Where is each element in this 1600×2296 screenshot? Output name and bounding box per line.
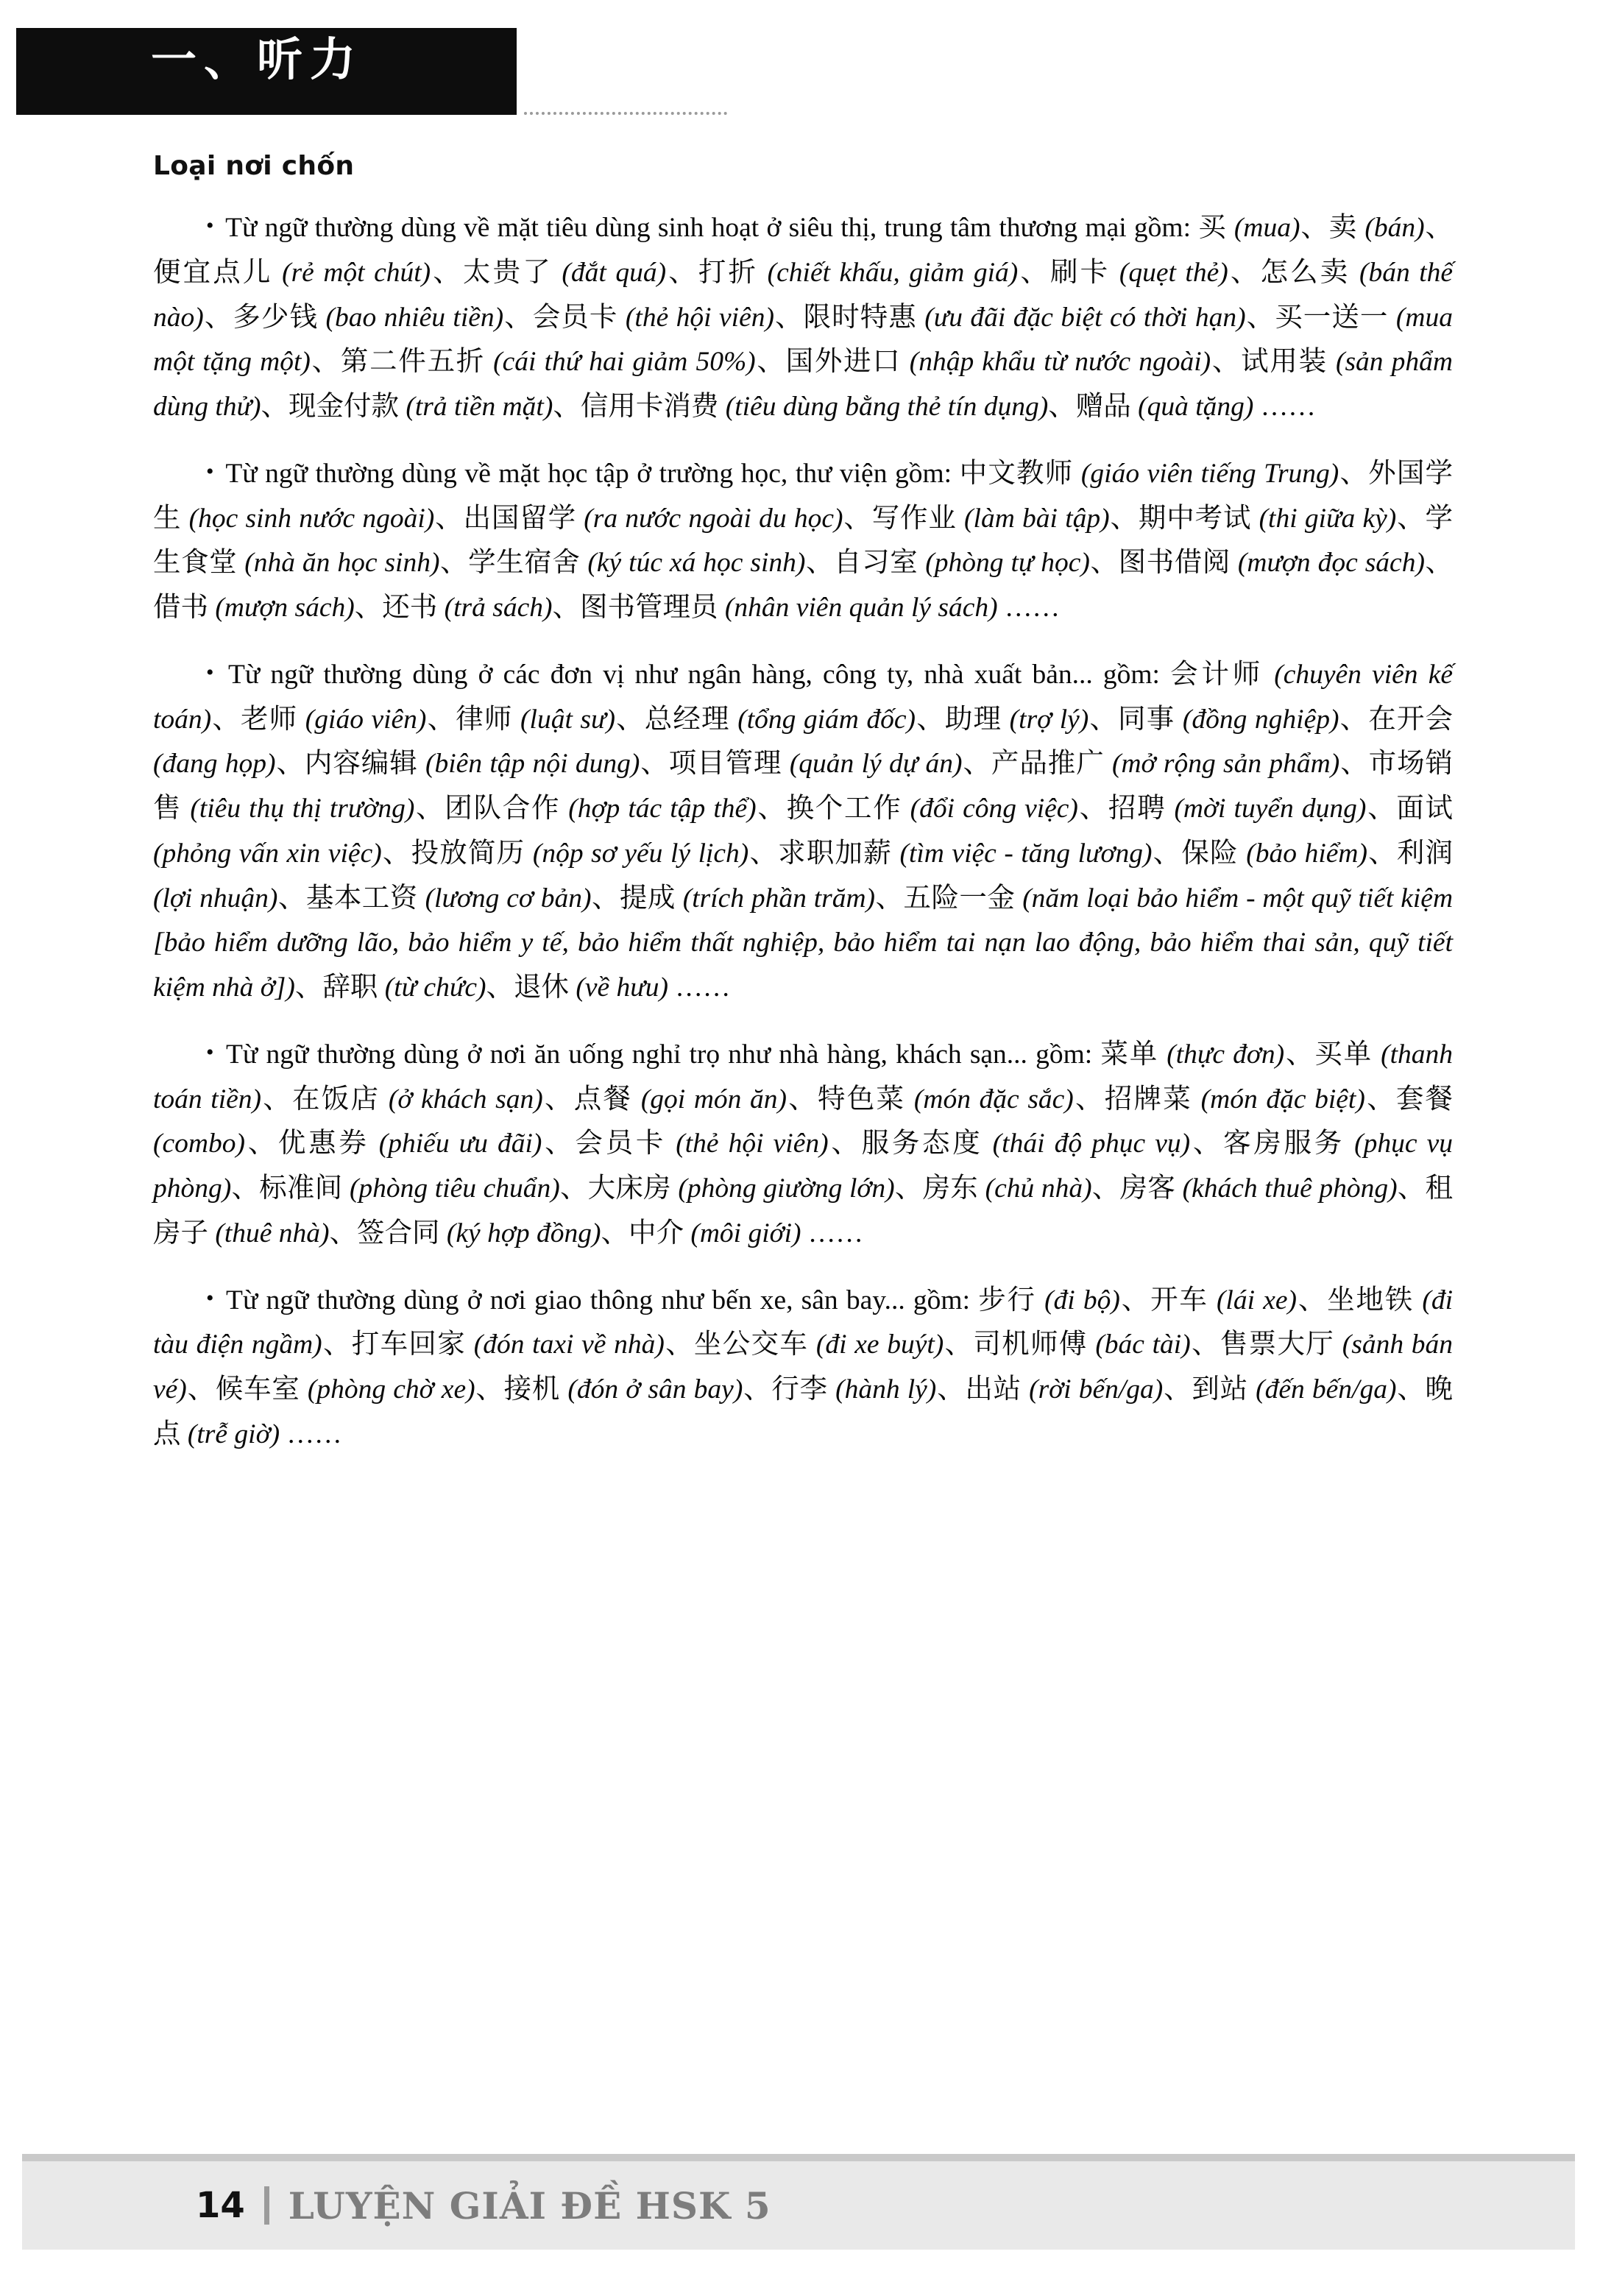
page-content xyxy=(153,151,1453,1458)
body-paragraph xyxy=(153,206,1453,430)
footer-divider xyxy=(22,2154,1575,2161)
book-title: LUYỆN GIẢI ĐỀ HSK 5 xyxy=(288,2183,771,2228)
paragraph-text: Từ ngữ thường dùng về mặt học tập ở trường học, thư viện gồm: 中文教师 (giáo viên tiếng Trung)、外国学生 (học sinh nước ngoài)、出国留学 (ra nước ngoài du học)、写作业 (làm bài tập)、期中考试 (thi giữa kỳ)、学生食堂 (nhà ăn học sinh)、学生宿舍 (ký túc xá học sinh)、自习室 (phòng tự học)、图书借阅 (mượn đọc sách)、借书 (mượn sách)、还书 (trả sách)、图书管理员 (nhân viên quản lý sách) …… xyxy=(153,458,1454,623)
paragraph-text: Từ ngữ thường dùng ở nơi giao thông như bến xe, sân bay... gồm: 步行 (đi bộ)、开车 (lái xe)、坐地铁 (đi tàu điện ngầm)、打车回家 (đón taxi về nhà)、坐公交车 (đi xe buýt)、司机师傅 (bác tài)、售票大厅 (sảnh bán vé)、候车室 (phòng chờ xe)、接机 (đón ở sân bay)、行李 (hành lý)、出站 (rời bến/ga)、到站 (đến bến/ga)、晚点 (trễ giờ) …… xyxy=(153,1285,1454,1449)
bullet-icon: • xyxy=(206,1285,214,1310)
header-dotted-rule xyxy=(524,107,727,115)
page-footer xyxy=(22,2161,1575,2250)
body-paragraph xyxy=(153,1279,1453,1458)
footer-separator xyxy=(264,2186,269,2225)
bullet-icon: • xyxy=(206,660,214,685)
body-paragraph xyxy=(153,452,1453,631)
paragraph-text: Từ ngữ thường dùng ở nơi ăn uống nghỉ trọ như nhà hàng, khách sạn... gồm: 菜单 (thực đơn)、买单 (thanh toán tiền)、在饭店 (ở khách sạn)、点餐 (gọi món ăn)、特色菜 (món đặc sắc)、招牌菜 (món đặc biệt)、套餐 (combo)、优惠券 (phiếu ưu đãi)、会员卡 (thẻ hội viên)、服务态度 (thái độ phục vụ)、客房服务 (phục vụ phòng)、标准间 (phòng tiêu chuẩn)、大床房 (phòng giường lớn)、房东 (chủ nhà)、房客 (khách thuê phòng)、租房子 (thuê nhà)、签合同 (ký hợp đồng)、中介 (môi giới) …… xyxy=(153,1039,1454,1248)
paragraph-text: Từ ngữ thường dùng ở các đơn vị như ngân hàng, công ty, nhà xuất bản... gồm: 会计师 (chuyên viên kế toán)、老师 (giáo viên)、律师 (luật sư)、总经理 (tổng giám đốc)、助理 (trợ lý)、同事 (đồng nghiệp)、在开会 (đang họp)、内容编辑 (biên tập nội dung)、项目管理 (quản lý dự án)、产品推广 (mở rộng sản phẩm)、市场销售 (tiêu thụ thị trường)、团队合作 (hợp tác tập thể)、换个工作 (đổi công việc)、招聘 (mời tuyển dụng)、面试 (phỏng vấn xin việc)、投放简历 (nộp sơ yếu lý lịch)、求职加薪 (tìm việc - tăng lương)、保险 (bảo hiểm)、利润 (lợi nhuận)、基本工资 (lương cơ bản)、提成 (trích phần trăm)、五险一金 (năm loại bảo hiểm - một quỹ tiết kiệm [bảo hiểm dưỡng lão, bảo hiểm y tế, bảo hiểm thất nghiệp, bảo hiểm tai nạn lao động, bảo hiểm thai sản, quỹ tiết kiệm nhà ở])、辞职 (từ chức)、退休 (về hưu) …… xyxy=(153,659,1454,1003)
paragraph-text: Từ ngữ thường dùng về mặt tiêu dùng sinh hoạt ở siêu thị, trung tâm thương mại gồm: 买 (mua)、卖 (bán)、便宜点儿 (rẻ một chút)、太贵了 (đắt quá)、打折 (chiết khấu, giảm giá)、刷卡 (quẹt thẻ)、怎么卖 (bán thế nào)、多少钱 (bao nhiêu tiền)、会员卡 (thẻ hội viên)、限时特惠 (ưu đãi đặc biệt có thời hạn)、买一送一 (mua một tặng một)、第二件五折 (cái thứ hai giảm 50%)、国外进口 (nhập khẩu từ nước ngoài)、试用装 (sản phẩm dùng thử)、现金付款 (trả tiền mặt)、信用卡消费 (tiêu dùng bằng thẻ tín dụng)、赠品 (quà tặng) …… xyxy=(153,213,1454,422)
chapter-title: 一、听力 xyxy=(151,32,364,86)
page-number: 14 xyxy=(196,2185,245,2226)
bullet-icon: • xyxy=(206,213,214,238)
bullet-icon: • xyxy=(206,1039,214,1064)
body-paragraph xyxy=(153,1033,1453,1257)
bullet-icon: • xyxy=(206,459,214,484)
section-heading: Loại nơi chốn xyxy=(153,151,355,181)
body-paragraph xyxy=(153,653,1453,1011)
paragraph-list xyxy=(153,206,1453,1458)
